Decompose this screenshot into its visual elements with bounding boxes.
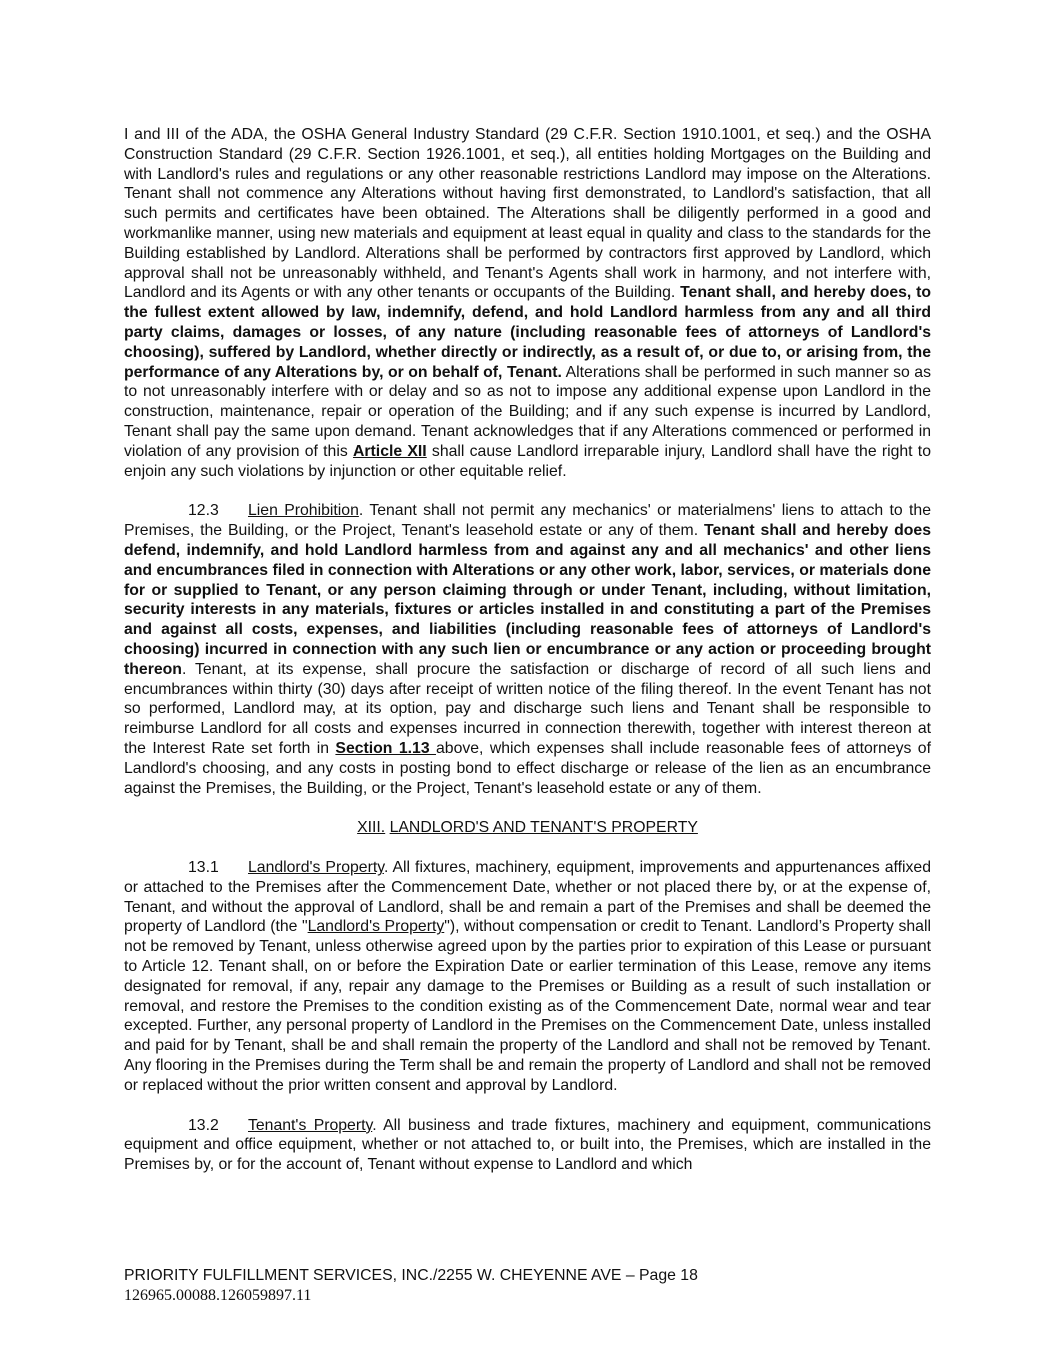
body-text: . Tenant shall not permit any mechanics' or materialmens' liens to attach to the Premises, the Building, or the Project, Tenant's leasehold estate or any of them. [124, 502, 931, 540]
body-text: . Tenant, at its expense, shall procure the satisfaction or discharge of record of all such liens and encumbrances within thirty (30) days after receipt of written notice of the filing thereof. In the event Tenant has not so performed, Landlord may, at its option, pay and discharge such liens and Tenant shall be responsible to reimburse Landlord for all costs and expenses incurred in connection therewith, together with interest thereon at the Interest Rate set forth in [124, 660, 931, 757]
section-13-1 [124, 858, 931, 1096]
body-text: "), without compensation or credit to Tenant. Landlord’s Property shall not be removed by Tenant, unless otherwise agreed upon by the parties prior to expiration of this Lease or pursuant to Article 12. Tenant shall, on or before the Expiration Date or earlier termination of this Lease, remove any items designated for removal, if any, repair any damage to the Premises or Building as a result of such installation or removal, and restore the Premises to the condition existing as of the Commencement Date, normal wear and tear excepted. Further, any personal property of Landlord in the Premises on the Commencement Date, unless installed and paid for by Tenant, shall be and shall remain the property of the Landlord and shall not be removed by Tenant. Any flooring in the Premises during the Term shall be and remain the property of Landlord and shall not be removed or replaced without the prior written consent and approval by Landlord. [124, 918, 931, 1094]
body-text: . All fixtures, machinery, equipment, improvements and appurtenances affixed or attached to the Premises after the Commencement Date, whether or not placed there by, or at the expense of, Tenant, and without the approval of Landlord, shall be and remain a part of the Premises and shall be deemed the property of Landlord (the " [124, 859, 932, 936]
body-text: . All business and trade fixtures, machinery and equipment, communications equipment and office equipment, whether or not attached to, or built into, the Premises, which are installed in the Premises by, or for the account of, Tenant without expense to Landlord and which [124, 1116, 932, 1174]
document-id: 126965.00088.126059897.11 [124, 1286, 312, 1304]
indemnity-clause: Tenant shall and hereby does defend, indemnify, and hold Landlord harmless from and against any and all mechanics' and other liens and encumbrances filed in connection with Alterations or any other work, labor, services, or materials done for or supplied to Tenant, or any person claiming through or under Tenant, including, without limitation, security interests in any materials, fixtures or articles installed in and constituting a part of the Premises and against all costs, expenses, and liabilities (including reasonable fees of attorneys of Landlord's choosing) incurred in connection with any such lien or encumbrance or any action or proceeding brought thereon [124, 522, 931, 678]
section-number: 13.2 [188, 1116, 219, 1134]
article-number: XIII. [357, 819, 386, 837]
section-13-2 [124, 1116, 931, 1175]
section-12-3 [124, 501, 931, 798]
page-footer [124, 1266, 931, 1306]
article-heading [124, 818, 931, 838]
body-text: I and III of the ADA, the OSHA General Industry Standard (29 C.F.R. Section 1910.1001, et seq.) and the OSHA Construction Standard (29 C.F.R. Section 1926.1001, et seq.), all entities holding Mortgages on the Building and with Landlord's rules and regulations or any other reasonable restrictions Landlord may impose on the Alterations. Tenant shall not commence any Alterations without having first demonstrated, to Landlord's satisfaction, that all such permits and certificates have been obtained. The Alterations shall be diligently performed in a good and workmanlike manner, using new materials and equipment at least equal in quality and class to the standards for the Building established by Landlord. Alterations shall be performed by contractors first approved by Landlord, which approval shall not be unreasonably withheld, and Tenant's Agents shall work in harmony, and not interfere with, Landlord and its Agents or with any other tenants or occupants of the Building. [124, 126, 931, 302]
document-page [124, 125, 931, 1175]
body-text: shall cause Landlord irreparable injury, Landlord shall have the right to enjoin any such violations by injunction or other equitable relief. [124, 442, 931, 480]
indemnity-clause: Tenant shall, and hereby does, to the fullest extent allowed by law, indemnify, defend, and hold Landlord harmless from any and all third party claims, damages or losses, of any nature (including reasonable fees of attorneys of Landlord's choosing), suffered by Landlord, whether directly or indirectly, as a result of, or due to, or arising from, the performance of any Alterations by, or on behalf of, Tenant. [124, 284, 932, 381]
section-title: Lien Prohibition [248, 502, 359, 520]
section-title: Landlord's Property [248, 859, 384, 877]
defined-term: Landlord's Property [307, 918, 445, 936]
article-title: LANDLORD'S AND TENANT'S PROPERTY [389, 819, 698, 837]
footer-title: PRIORITY FULFILLMENT SERVICES, INC./2255 W. CHEYENNE AVE – Page 18 [124, 1267, 698, 1284]
section-number: 13.1 [188, 859, 219, 877]
section-title: Tenant's Property [248, 1116, 373, 1134]
body-text: above, which expenses shall include reasonable fees of attorneys of Landlord's choosing, and any costs in posting bond to effect discharge or release of the lien as an encumbrance against the Premises, the Building, or the Project, Tenant's leasehold estate or any of them. [124, 739, 931, 797]
article-reference: Article XII [352, 442, 427, 460]
body-text: Alterations shall be performed in such manner so as to not unreasonably interfere with or delay and so as not to impose any additional expense upon Landlord in the construction, maintenance, repair or operation of the Building; and if any such expense is incurred by Landlord, Tenant shall pay the same upon demand. Tenant acknowledges that if any Alterations commenced or performed in violation of any provision of this [124, 363, 931, 460]
paragraph-alterations-continued [124, 125, 931, 481]
section-number: 12.3 [188, 502, 219, 520]
section-reference: Section 1.13 [335, 739, 437, 757]
